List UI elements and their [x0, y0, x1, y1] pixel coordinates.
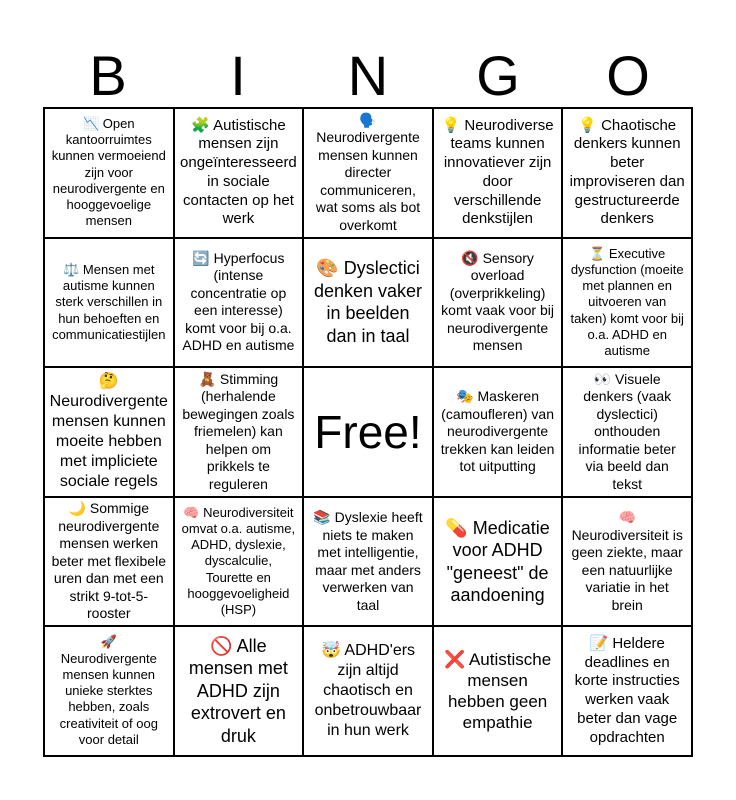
cell-text: 💡 Chaotische denkers kunnen beter improviseren dan gestructureerde denkers [569, 116, 685, 228]
cell-text: 💡 Neurodiverse teams kunnen innovatiever zijn door verschillende denkstijlen [441, 116, 554, 228]
bingo-cell[interactable] [433, 367, 563, 497]
bingo-cell[interactable] [303, 238, 433, 368]
bingo-cell[interactable] [174, 626, 304, 756]
cell-text: 💊 Medicatie voor ADHD "geneest" de aandoening [445, 517, 550, 606]
bingo-cell[interactable] [562, 497, 692, 627]
cell-text: 🤯 ADHD'ers zijn altijd chaotisch en onbetrouwbaar in hun werk [314, 642, 422, 740]
cell-text: 🎭 Maskeren (camoufleren) van neurodivergente trekken kan leiden tot uitputting [440, 388, 555, 475]
cell-text: 🤔 Neurodivergente mensen kunnen moeite hebben met impliciete sociale regels [49, 373, 168, 490]
cell-text: 📉 Open kantoorruimtes kunnen vermoeiend zijn voor neurodivergente en hooggevoelige mensen [51, 115, 166, 229]
cell-text: 👀 Visuele denkers (vaak dyslectici) onthouden informatie beter via beeld dan tekst [578, 370, 676, 492]
cell-text: 🎨 Dyslectici denken vaker in beelden dan in taal [313, 258, 423, 346]
bingo-cell[interactable] [562, 626, 692, 756]
free-cell[interactable] [303, 367, 433, 497]
bingo-cell[interactable] [433, 497, 563, 627]
bingo-cell[interactable] [433, 626, 563, 756]
bingo-cell[interactable] [562, 238, 692, 368]
cell-text: 🧩 Autistische mensen zijn ongeïnteresseerd in sociale contacten op het werk [180, 116, 297, 228]
title-letter-n: N [347, 44, 389, 107]
bingo-cell[interactable] [174, 497, 304, 627]
bingo-cell[interactable] [562, 367, 692, 497]
bingo-cell[interactable] [433, 238, 563, 368]
cell-text: ⏳ Executive dysfunction (moeite met plannen en uitvoeren van taken) komt voor bij o.a. ADHD en autisme [570, 245, 684, 359]
free-text: Free! [314, 405, 422, 458]
cell-text: 🧠 Neurodiversiteit omvat o.a. autisme, ADHD, dyslexie, dyscalculie, Tourette en hooggevoeligheid (HSP) [181, 504, 296, 618]
cell-text: 🔇 Sensory overload (overprikkeling) komt vaak voor bij neurodivergente mensen [441, 249, 554, 354]
bingo-cell[interactable] [562, 108, 692, 238]
cell-text: 📝 Heldere deadlines en korte instructies werken vaak beter dan vage opdrachten [574, 634, 680, 746]
bingo-cell[interactable] [44, 626, 174, 756]
cell-text: ❌ Autistische mensen hebben geen empathie [444, 649, 552, 733]
bingo-cell[interactable] [174, 367, 304, 497]
bingo-cell[interactable] [174, 108, 304, 238]
cell-text: 🗣️ Neurodivergente mensen kunnen directer communiceren, wat soms als bot overkomt [315, 111, 421, 233]
title-letter-i: I [230, 44, 246, 107]
cell-text: 🌙 Sommige neurodivergente mensen werken beter met flexibele uren dan met een strikt 9-tot-5-rooster [51, 500, 166, 622]
cell-text: 🧸 Stimming (herhalende bewegingen zoals friemelen) kan helpen om prikkels te reguleren [182, 370, 295, 492]
bingo-cell[interactable] [44, 238, 174, 368]
title-letter-o: O [606, 44, 650, 107]
title-letter-g: G [476, 44, 520, 107]
bingo-cell[interactable] [303, 108, 433, 238]
bingo-cell[interactable] [303, 626, 433, 756]
bingo-title [43, 44, 693, 108]
bingo-cell[interactable] [44, 367, 174, 497]
cell-text: 🧠 Neurodiversiteit is geen ziekte, maar een natuurlijke variatie in het brein [571, 509, 683, 613]
bingo-cell[interactable] [303, 497, 433, 627]
title-letter-b: B [89, 44, 127, 107]
cell-text: 🚀 Neurodivergente mensen kunnen unieke sterktes hebben, zoals creativiteit of oog voor detail [59, 634, 158, 747]
bingo-cell[interactable] [433, 108, 563, 238]
cell-text: 🔄 Hyperfocus (intense concentratie op een interesse) komt voor bij o.a. ADHD en autisme [182, 249, 295, 354]
bingo-cell[interactable] [44, 497, 174, 627]
cell-text: 📚 Dyslexie heeft niets te maken met intelligentie, maar met anders verwerken van taal [313, 509, 423, 613]
bingo-cell[interactable] [44, 108, 174, 238]
cell-text: 🚫 Alle mensen met ADHD zijn extrovert en druk [188, 635, 288, 746]
bingo-cell[interactable] [174, 238, 304, 368]
cell-text: ⚖️ Mensen met autisme kunnen sterk verschillen in hun behoeften en communicatiestijlen [52, 261, 166, 342]
bingo-card [43, 107, 693, 757]
